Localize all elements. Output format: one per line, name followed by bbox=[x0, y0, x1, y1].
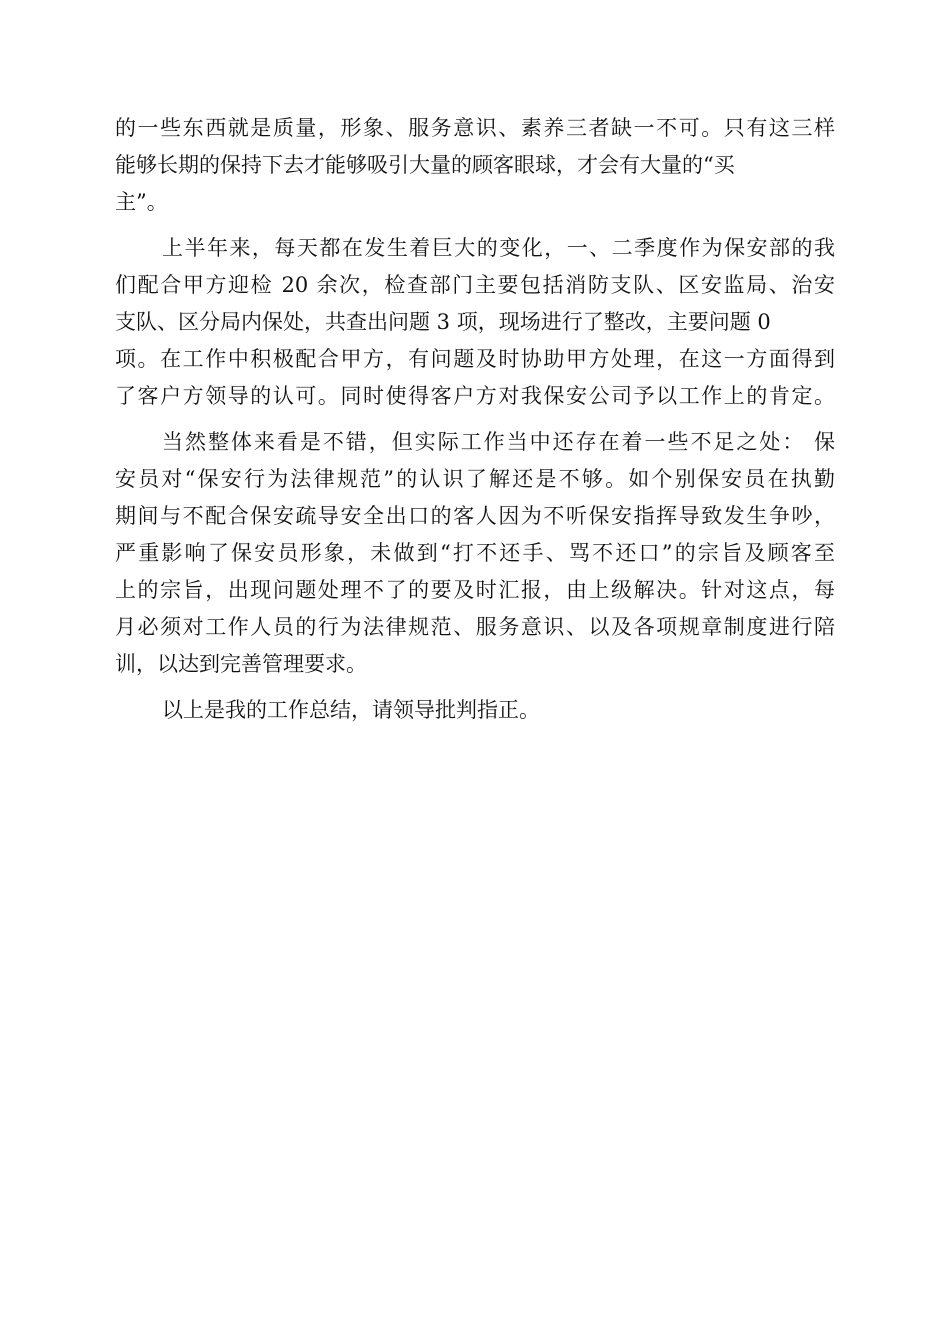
text-line: 月必须对工作人员的行为法律规范、服务意识、以及各项规章制度进行陪 bbox=[115, 615, 835, 639]
text-line: 能够长期的保持下去才能够吸引大量的顾客眼球，才会有大量的“买 bbox=[115, 153, 735, 177]
text-line: 项。在工作中积极配合甲方，有问题及时协助甲方处理，在这一方面得到 bbox=[115, 347, 835, 371]
text-line: 严重影响了保安员形象，未做到“打不还手、骂不还口”的宗旨及顾客至 bbox=[115, 541, 835, 565]
text-line: 了客户方领导的认可。同时使得客户方对我保安公司予以工作上的肯定。 bbox=[115, 384, 835, 408]
text-line: 的一些东西就是质量，形象、服务意识、素养三者缺一不可。只有这三样 bbox=[115, 116, 835, 140]
text-line: 当然整体来看是不错，但实际工作当中还存在着一些不足之处： 保 bbox=[162, 430, 835, 454]
text-line: 训，以达到完善管理要求。 bbox=[115, 652, 367, 676]
paragraph-spacer bbox=[115, 415, 835, 424]
paragraph-2 bbox=[115, 230, 835, 415]
text-line: 期间与不配合保安疏导安全出口的客人因为不听保安指挥导致发生争吵， bbox=[115, 504, 835, 528]
paragraph-spacer bbox=[115, 683, 835, 692]
paragraph-4 bbox=[115, 692, 835, 729]
text-line: 们配合甲方迎检 20 余次，检查部门主要包括消防支队、区安监局、治安 bbox=[115, 273, 835, 297]
document-body bbox=[115, 110, 835, 729]
text-line: 以上是我的工作总结，请领导批判指正。 bbox=[162, 698, 540, 722]
paragraph-1 bbox=[115, 110, 835, 221]
text-line: 上半年来，每天都在发生着巨大的变化，一、二季度作为保安部的我 bbox=[162, 236, 835, 260]
paragraph-spacer bbox=[115, 221, 835, 230]
text-line: 主”。 bbox=[115, 190, 168, 214]
text-line: 安员对“保安行为法律规范”的认识了解还是不够。如个别保安员在执勤 bbox=[115, 467, 835, 491]
text-line: 支队、区分局内保处，共查出问题 3 项，现场进行了整改，主要问题 0 bbox=[115, 310, 771, 334]
text-line: 上的宗旨，出现问题处理不了的要及时汇报，由上级解决。针对这点，每 bbox=[115, 578, 835, 602]
paragraph-3 bbox=[115, 424, 835, 683]
